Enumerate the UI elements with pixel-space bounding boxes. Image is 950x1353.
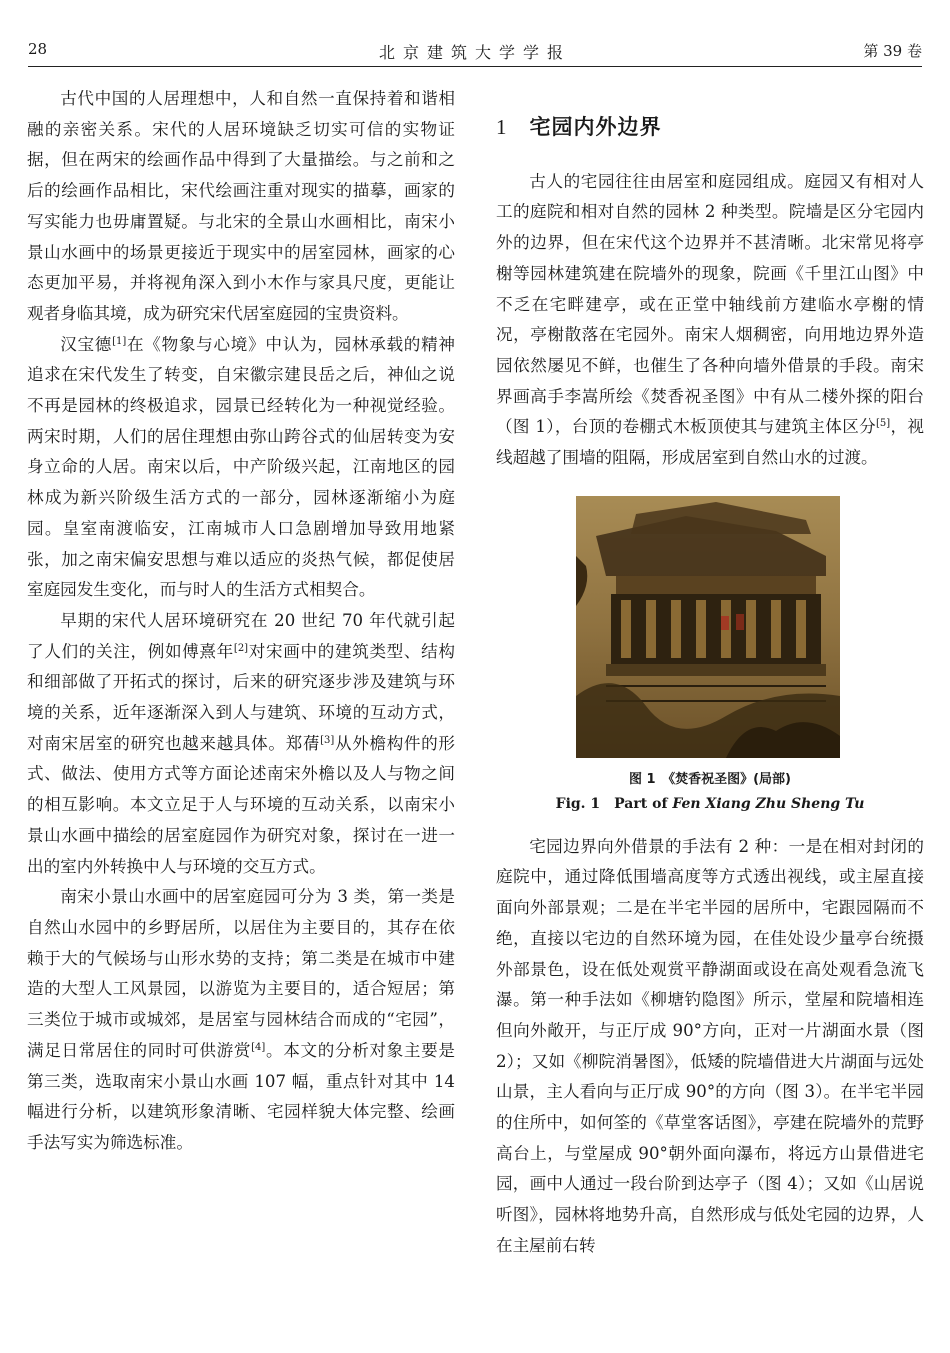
painting-illustration [576, 496, 840, 758]
paragraph: 汉宝德[1]在《物象与心境》中认为，园林承载的精神追求在宋代发生了转变，自宋徽宗建艮岳之后，神仙之说不再是园林的终极追求，园景已经转化为一种视觉经验。两宋时期，人们的居住理想由弥山跨谷式的仙居转变为安身立命的人居。南宋以后，中产阶级兴起，江南地区的园林成为新兴阶级生活方式的一部分，园林逐渐缩小为庭园。皇室南渡临安，江南城市人口急剧增加导致用地紧张，加之南宋偏安思想与难以适应的炎热气候，都促使居室庭园发生变化，而与时人的生活方式相契合。 [27, 334, 455, 600]
left-column [27, 84, 455, 1159]
figure-caption-en: Fig. 1 Part of Fen Xiang Zhu Sheng Tu [555, 795, 865, 812]
paragraph: 宅园边界向外借景的手法有 2 种：一是在相对封闭的庭院中，通过降低围墙高度等方式透出视线，或主屋直接面向外部景观；二是在半宅半园的居所中，宅跟园隔而不绝，直接以宅边的自然环境为园，在佳处设少量亭台统摄外部景色，设在低处观赏平静湖面或设在高处观看急流飞瀑。第一种手法如《柳塘钓隐图》所示，堂屋和院墙相连但向外敞开，与正厅成 90°方向，正对一片湖面水景（图 2）；又如《柳院消暑图》，低矮的院墙借进大片湖面与远处山景，主人看向与正厅成 90°的方向（图 3）。在半宅半园的住所中，如何筌的《草堂客话图》，亭建在院墙外的荒野高台上，与堂屋成 90°朝外面向瀑布，将远方山景借进宅园，画中人通过一段台阶到达亭子（图 4）；又如《山居说听图》，园林将地势升高，自然形成与低处宅园的边界，人在主屋前右转 [496, 836, 924, 1255]
paragraph: 古代中国的人居理想中，人和自然一直保持着和谐相融的亲密关系。宋代的人居环境缺乏切实可信的实物证据，但在两宋的绘画作品中得到了大量描绘。与之前和之后的绘画作品相比，宋代绘画注重对现实的描摹，画家的写实能力也毋庸置疑。与北宋的全景山水画相比，南宋小景山水画中的场景更接近于现实中的居室园林，画家的心态更加平易，并将视角深入到小木作与家具尺度，更能让观者身临其境，成为研究宋代居室庭园的宝贵资料。 [27, 89, 455, 323]
volume-label: 第 39 卷 [863, 42, 922, 60]
running-header [28, 40, 922, 67]
section-heading [496, 112, 924, 143]
page-number: 28 [28, 40, 48, 58]
section-number: 1 [496, 115, 508, 139]
figure-caption-zh: 图 1 《焚香祝圣图》(局部) [629, 771, 791, 787]
paragraph: 早期的宋代人居环境研究在 20 世纪 70 年代就引起了人们的关注，例如傅熹年[2]对宋画中的建筑类型、结构和细部做了开拓式的探讨，后来的研究逐步涉及建筑与环境的关系，近年逐渐深入到人与建筑、环境的互动方式，对南宋居室的研究也越来越具体。郑蒨[3]从外檐构件的形式、做法、使用方式等方面论述南宋外檐以及人与物之间的相互影响。本文立足于人与环境的互动关系，以南宋小景山水画中描绘的居室庭园作为研究对象，探讨在一进一出的室内外转换中人与环境的交互方式。 [27, 610, 456, 876]
paragraph: 古人的宅园往往由居室和庭园组成。庭园又有相对人工的庭院和相对自然的园林 2 种类型。院墙是区分宅园内外的边界，但在宋代这个边界并不甚清晰。北宋常见将亭榭等园林建筑建在院墙外的现象，院画《千里江山图》中不乏在宅畔建亭，或在正堂中轴线前方建临水亭榭的情况，亭榭散落在宅园外。南宋人烟稠密，向用地边界外造园依然屡见不鲜，也催生了各种向墙外借景的手段。南宋界画高手李嵩所绘《焚香祝圣图》中有从二楼外探的阳台（图 1），台顶的卷棚式木板顶使其与建筑主体区分[5]，视线超越了围墙的阻隔，形成居室到自然山水的过渡。 [496, 171, 925, 468]
citation-ref[interactable]: [2] [233, 642, 249, 654]
journal-title: 北京建筑大学学报 [378, 43, 571, 62]
citation-ref[interactable]: [4] [251, 1041, 266, 1053]
citation-ref[interactable]: [5] [876, 418, 891, 430]
right-column [496, 84, 924, 1262]
figure-1-painting [576, 496, 840, 758]
citation-ref[interactable]: [3] [320, 734, 335, 746]
paragraph: 南宋小景山水画中的居室庭园可分为 3 类，第一类是自然山水园中的乡野居所，以居住为主要目的，其存在依赖于大的气候场与山形水势的支持；第二类是在城市中建造的大型人工风景园，以游览为主要目的，适合短居；第三类位于城市或城郊，是居室与园林结合而成的“宅园”，满足日常居住的同时可供游赏[4]。本文的分析对象主要是第三类，选取南宋小景山水画 107 幅，重点针对其中 14 幅进行分析，以建筑形象清晰、宅园样貌大体完整、绘画手法写实为筛选标准。 [27, 887, 455, 1152]
section-title: 宅园内外边界 [529, 115, 662, 139]
citation-ref[interactable]: [1] [112, 335, 127, 347]
